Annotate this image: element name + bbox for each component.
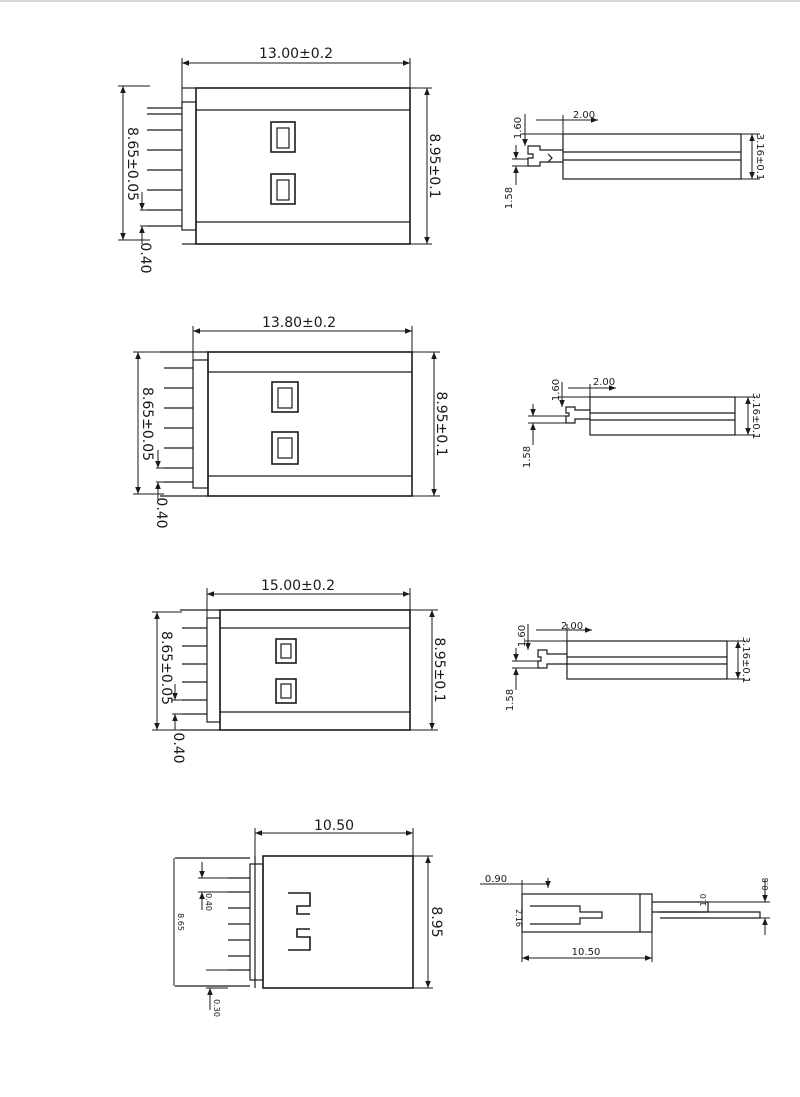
side-4-right-a-label: 0.8: [761, 877, 770, 891]
front-1-width-label: 13.00±0.2: [258, 46, 334, 62]
front-1-pin-span-label: 8.65±0.05: [124, 126, 140, 202]
side-1-top-off-label: 1.60: [513, 116, 524, 140]
front-2-pin-gap-label: 0.40: [153, 497, 169, 529]
side-4-bottom-len-label: 10.50: [571, 947, 601, 958]
side-4-right-b-label: 1.0: [699, 893, 708, 907]
side-1-bottom-off-label: 1.58: [504, 186, 515, 210]
side-view-3: [512, 624, 745, 690]
side-4-top-len-label: 0.90: [484, 874, 508, 885]
front-view-3: [152, 588, 438, 730]
side-view-1: [512, 114, 760, 185]
side-2-top-off-label: 1.60: [551, 378, 562, 402]
side-view-2: [528, 382, 755, 445]
front-1-height-label: 8.95±0.1: [426, 133, 442, 199]
front-view-1: [118, 58, 432, 244]
front-view-2: [133, 326, 440, 500]
front-3-width-label: 15.00±0.2: [260, 578, 336, 594]
front-4-pin-gap-bottom-label: 0.30: [212, 999, 221, 1017]
side-3-top-off-label: 1.60: [517, 624, 528, 648]
side-2-top-len-label: 2.00: [592, 377, 616, 388]
front-2-width-label: 13.80±0.2: [261, 315, 337, 331]
side-3-bottom-off-label: 1.58: [505, 688, 516, 712]
side-3-thickness-label: 3.16±0.1: [740, 636, 751, 684]
side-1-top-len-label: 2.00: [572, 110, 596, 121]
front-3-height-label: 8.95±0.1: [431, 637, 447, 703]
side-4-left-small-label: 2.16: [514, 909, 523, 927]
side-1-thickness-label: 3.16±0.1: [754, 133, 765, 181]
front-2-height-label: 8.95±0.1: [433, 391, 449, 457]
front-view-4: [174, 828, 433, 1010]
front-1-pin-gap-label: 0.40: [137, 242, 153, 274]
front-3-pin-gap-label: 0.40: [170, 732, 186, 764]
front-4-width-label: 10.50: [313, 818, 355, 834]
side-2-bottom-off-label: 1.58: [522, 445, 533, 469]
front-3-pin-span-label: 8.65±0.05: [158, 630, 174, 706]
front-4-pin-span-label: 8.65: [176, 913, 185, 931]
front-4-pin-gap-label: 0.40: [204, 893, 213, 911]
front-4-height-label: 8.95: [428, 906, 444, 938]
side-3-top-len-label: 2.00: [560, 621, 584, 632]
side-2-thickness-label: 3.16±0.1: [750, 392, 761, 440]
front-2-pin-span-label: 8.65±0.05: [139, 386, 155, 462]
